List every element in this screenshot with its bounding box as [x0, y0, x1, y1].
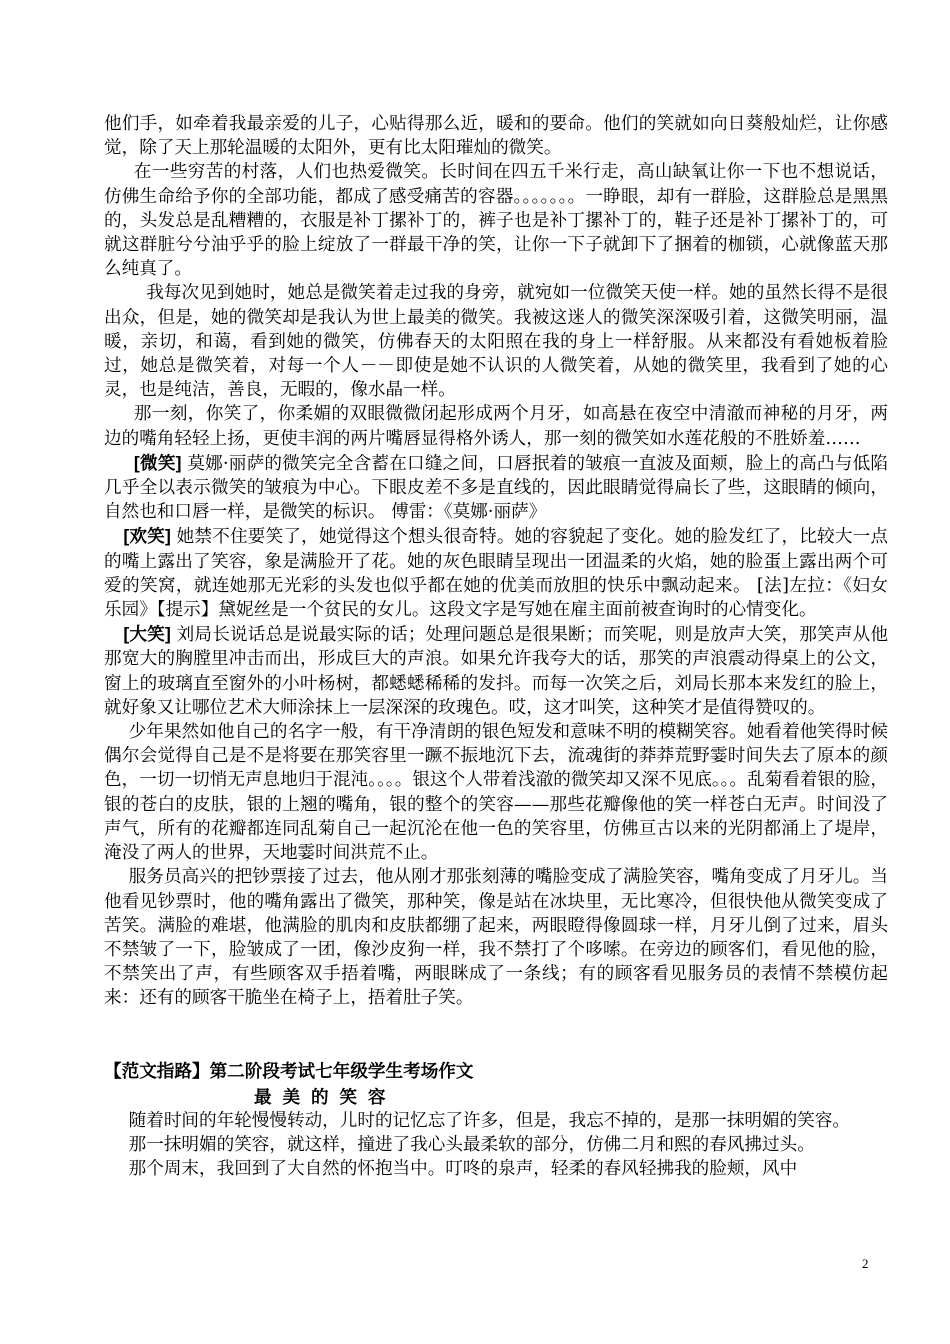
- section-spacer: [104, 1011, 888, 1059]
- essay-paragraph: [104, 1109, 888, 1133]
- paragraph: [104, 281, 888, 402]
- paragraph-lead-label: [大笑]: [123, 624, 171, 645]
- paragraph-lead-label: [欢笑]: [123, 526, 171, 547]
- paragraph: [104, 160, 888, 281]
- paragraph-text: 少年果然如他自己的名字一般，有干净清朗的银色短发和意味不明的模糊笑容。她看着他笑得时候偶尔会觉得自己是不是将要在那笑容里一蹶不振地沉下去，流魂街的莽莽荒野霎时间失去了原本的颜色，一切一切悄无声息地归于混沌。。。。银这个人带着浅澈的微笑却又深不见底。。。乱菊看着银的脸，银的苍白的皮肤，银的上翘的嘴角，银的整个的笑容——那些花瓣像他的笑一样苍白无声。时间没了声气，所有的花瓣都连同乱菊自己一起沉沦在他一色的笑容里，仿佛亘古以来的光阴都涌上了堤岸，淹没了两人的世界，天地霎时间洪荒不止。: [104, 722, 888, 864]
- paragraph: [104, 720, 888, 865]
- paragraph-text: 他们手，如牵着我最亲爱的儿子，心贴得那么近，暖和的要命。他们的笑就如向日葵般灿烂，让你感觉，除了天上那轮温暖的太阳外，更有比太阳璀灿的微笑。: [104, 114, 888, 159]
- paragraph-text: 她禁不住要笑了，她觉得这个想头很奇特。她的容貌起了变化。她的脸发红了，比较大一点的嘴上露出了笑容，象是满脸开了花。她的灰色眼睛呈现出一团温柔的火焰，她的脸蛋上露出两个可爱的笑窝，就连她那无光彩的头发也似乎都在她的优美而放胆的快乐中飘动起来。 [法]左拉：《妇女乐园》【提示】黛妮丝是一个贫民的女儿。这段文字是写她在雇主面前被查询时的心情变化。: [104, 527, 888, 621]
- paragraph-lead-label: [微笑]: [133, 452, 182, 473]
- paragraph-text: 那一抹明媚的笑容，就这样，撞进了我心头最柔软的部分，仿佛二月和熙的春风拂过头。: [128, 1135, 815, 1156]
- paragraph-text: 刘局长说话总是说最实际的话；处理问题总是很果断；而笑呢，则是放声大笑，那笑声从他那宽大的胸膛里冲击而出，形成巨大的声浪。如果允许我夸大的话，那笑的声浪震动得桌上的公文，窗上的玻璃直至窗外的小叶杨树，都蟋蟋稀稀的发抖。而每一次笑之后，刘局长那本来发红的脸上，就好象又让哪位艺术大师涂抹上一层深深的玫瑰色。哎，这才叫笑，这种笑才是值得赞叹的。: [104, 625, 888, 718]
- essay-paragraph: [104, 1133, 888, 1157]
- essay-paragraph: [104, 1157, 888, 1181]
- paragraph-laugh: [104, 524, 888, 622]
- paragraph: [104, 865, 888, 1010]
- page-number: 2: [862, 1256, 869, 1271]
- paragraph-text: 那一刻，你笑了，你柔媚的双眼微微闭起形成两个月牙，如高悬在夜空中清澈而神秘的月牙，两边的嘴角轻轻上扬，更使丰润的两片嘴唇显得格外诱人，那一刻的微笑如水莲花般的不胜娇羞……: [104, 404, 888, 449]
- paragraph-text: 那个周末，我回到了大自然的怀抱当中。叮咚的泉声，轻柔的春风轻拂我的脸颊，风中: [128, 1159, 798, 1180]
- paragraph-big-laugh: [104, 622, 888, 720]
- paragraph: [104, 402, 888, 450]
- section-heading: 【范文指路】第二阶段考试七年级学生考场作文: [104, 1060, 474, 1081]
- paragraph-text: 我每次见到她时，她总是微笑着走过我的身旁，就宛如一位微笑天使一样。她的虽然长得不是很出众，但是，她的微笑却是我认为世上最美的微笑。我被这迷人的微笑深深吸引着，这微笑明丽，温暖，亲切，和蔼，看到她的微笑，仿佛春天的太阳照在我的身上一样舒服。从来都没有看她板着脸过，她总是微笑着，对每一个人－－即使是她不认识的人微笑着，从她的微笑里，我看到了她的心灵，也是纯洁，善良，无暇的，像水晶一样。: [104, 283, 888, 401]
- essay-title: 最 美 的 笑 容: [254, 1086, 389, 1107]
- paragraph-text: 在一些穷苦的村落，人们也热爱微笑。长时间在四五千米行走，高山缺氧让你一下也不想说话，仿佛生命给予你的全部功能，都成了感受痛苦的容器。。。。。。。一睁眼，却有一群脸，这群脸总是黑黑的，头发总是乱糟糟的，衣服是补丁摞补丁的，裤子也是补丁摞补丁的，鞋子还是补丁摞补丁的，可就这群脏兮兮油乎乎的脸上绽放了一群最干净的笑，让你一下子就卸下了捆着的枷锁，心就像蓝天那么纯真了。: [104, 162, 888, 280]
- paragraph-smile: [104, 451, 888, 525]
- paragraph: [104, 112, 888, 160]
- document-body: [104, 112, 888, 1182]
- paragraph-text: 莫娜·丽萨的微笑完全含蓄在口缝之间，口唇抿着的皱痕一直波及面颊，脸上的高凸与低陷几乎全以表示微笑的皱痕为中心。下眼皮差不多是直线的，因此眼睛觉得扁长了些，这眼睛的倾向，自然也和口唇一样，是微笑的标识。 傅雷：《莫娜·丽萨》: [104, 453, 888, 523]
- paragraph-text: 随着时间的年轮慢慢转动，儿时的记忆忘了许多，但是，我忘不掉的，是那一抹明媚的笑容。: [128, 1110, 850, 1131]
- paragraph-text: 服务员高兴的把钞票接了过去，他从刚才那张刻薄的嘴脸变成了满脸笑容，嘴角变成了月牙儿。当他看见钞票时，他的嘴角露出了微笑，那种笑，像是站在冰块里，无比寒冷，但很快他从微笑变成了苦笑。满脸的难堪，他满脸的肌肉和皮肤都绷了起来，两眼瞪得像圆球一样，月牙儿倒了过来，眉头不禁皱了一下，脸皱成了一团，像沙皮狗一样，我不禁打了个哆嗦。在旁边的顾客们，看见他的脸，不禁笑出了声，有些顾客双手捂着嘴，两眼眯成了一条线；有的顾客看见服务员的表情不禁模仿起来：还有的顾客干脆坐在椅子上，捂着肚子笑。: [104, 867, 888, 1009]
